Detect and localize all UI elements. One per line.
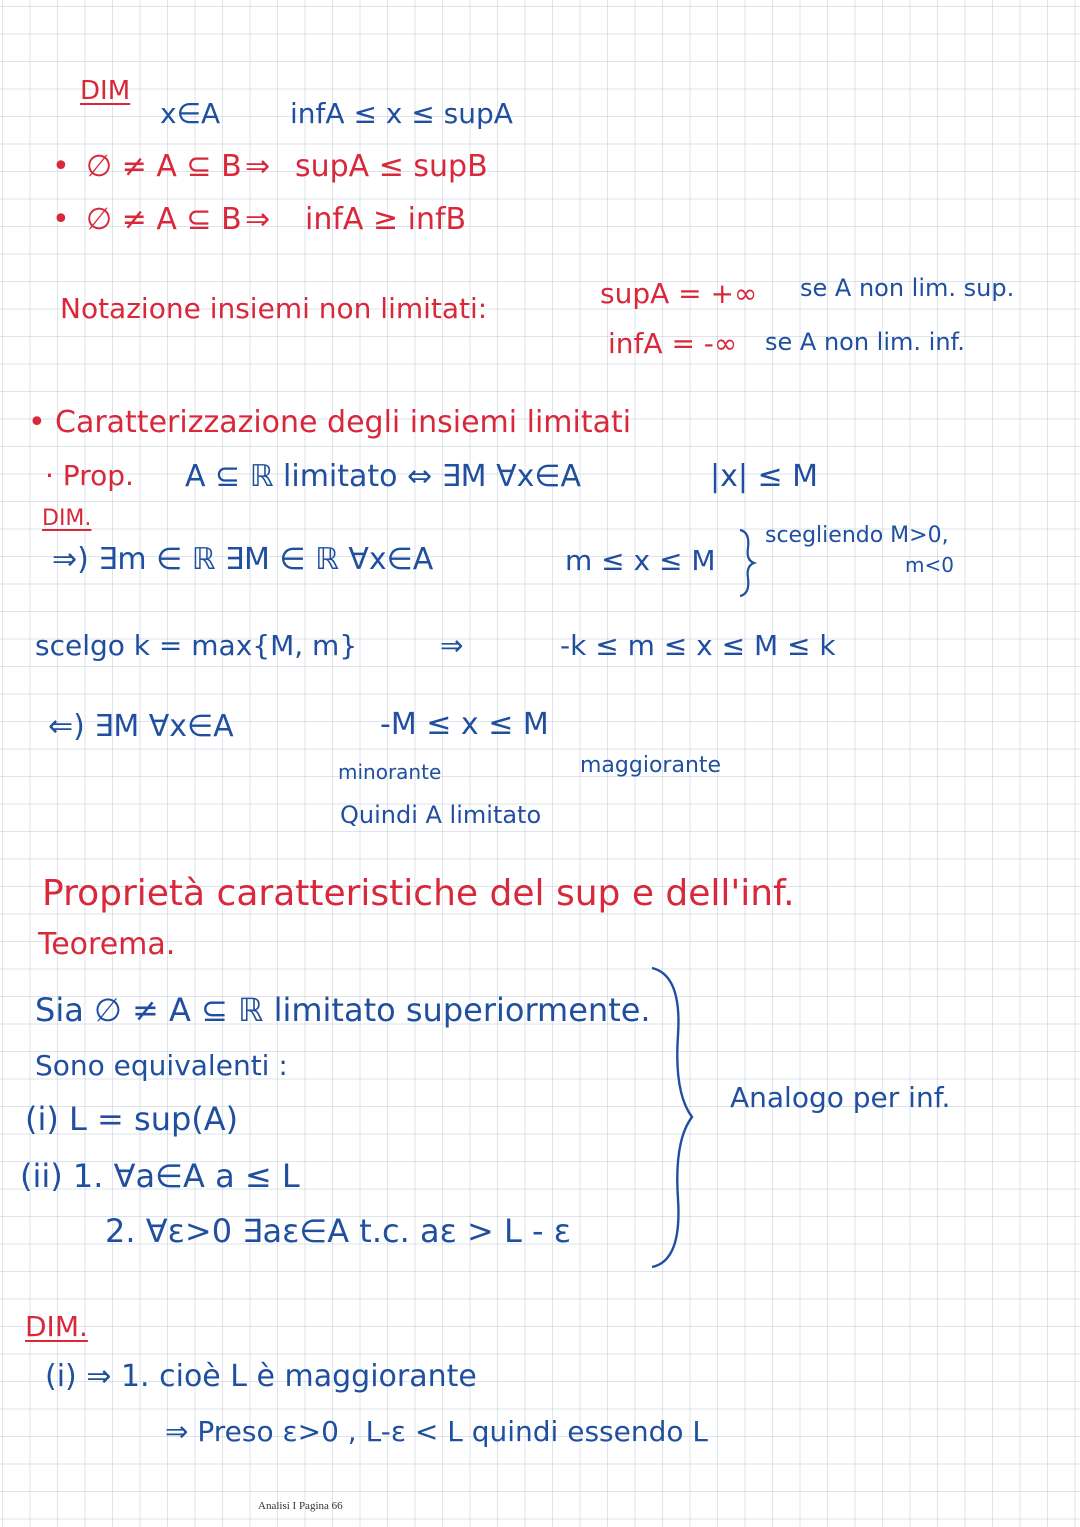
implies-arrow: ⇒ xyxy=(440,629,464,662)
analog-note: Analogo per inf. xyxy=(730,1081,951,1114)
proof-element-line: x∈A xyxy=(160,97,221,130)
subset-statement: ∅ ≠ A ⊆ B xyxy=(86,149,242,184)
implies-arrow: ⇒ xyxy=(245,149,271,184)
prop-bound: |x| ≤ M xyxy=(710,459,819,494)
condition-i: (i) L = sup(A) xyxy=(25,1100,239,1138)
proof-line: ⇒ Preso ε>0 , L-ε < L quindi essendo L xyxy=(165,1415,708,1448)
theorem-label: Teorema. xyxy=(38,927,176,962)
inf-condition: se A non lim. inf. xyxy=(765,328,965,356)
proof-line: (i) ⇒ 1. cioè L è maggiorante xyxy=(45,1359,477,1394)
inf-infinity: infA = -∞ xyxy=(608,327,738,360)
maggiorante-label: maggiorante xyxy=(580,753,722,778)
right-brace xyxy=(736,528,758,598)
page-footer: Analisi I Pagina 66 xyxy=(258,1500,343,1512)
choose-k: scelgo k = max{M, m} xyxy=(35,629,358,662)
proof-inequality-line: infA ≤ x ≤ supA xyxy=(290,97,513,130)
k-inequality: -k ≤ m ≤ x ≤ M ≤ k xyxy=(560,629,836,662)
condition-ii-1: (ii) 1. ∀a∈A a ≤ L xyxy=(20,1157,300,1195)
implies-arrow: ⇒ xyxy=(245,202,271,237)
subset-statement: ∅ ≠ A ⊆ B xyxy=(86,202,242,237)
dim-label: DIM. xyxy=(42,506,92,531)
backward-inequality: -M ≤ x ≤ M xyxy=(380,707,549,742)
bullet: • xyxy=(52,202,70,237)
condition-ii-2: 2. ∀ε>0 ∃aε∈A t.c. aε > L - ε xyxy=(105,1212,572,1250)
theorem-hypothesis: Sia ∅ ≠ A ⊆ ℝ limitato superiormente. xyxy=(35,991,651,1029)
equivalent-label: Sono equivalenti : xyxy=(35,1049,288,1082)
bullet: • xyxy=(28,405,46,440)
dim-label: DIM. xyxy=(25,1310,88,1343)
forward-direction: ⇒) ∃m ∈ ℝ ∃M ∈ ℝ ∀x∈A xyxy=(52,542,434,577)
notation-label: Notazione insiemi non limitati: xyxy=(60,292,488,325)
theorem-heading: Proprietà caratteristiche del sup e dell'inf. xyxy=(42,873,795,914)
prop-statement: A ⊆ ℝ limitato ⇔ ∃M ∀x∈A xyxy=(185,459,582,494)
backward-direction: ⇐) ∃M ∀x∈A xyxy=(48,709,234,744)
theorem-brace xyxy=(648,965,696,1270)
side-note: m<0 xyxy=(905,553,954,577)
sup-infinity: supA = +∞ xyxy=(600,277,758,310)
section-title: Caratterizzazione degli insiemi limitati xyxy=(55,405,632,440)
minorante-label: minorante xyxy=(338,760,442,784)
inf-inequality: infA ≥ infB xyxy=(305,202,467,237)
proof-label: DIM xyxy=(80,76,131,106)
conclusion: Quindi A limitato xyxy=(340,801,542,829)
bullet: • xyxy=(52,149,70,184)
side-note: scegliendo M>0, xyxy=(765,523,949,548)
prop-label: · Prop. xyxy=(45,459,134,492)
sup-condition: se A non lim. sup. xyxy=(800,274,1015,302)
forward-inequality: m ≤ x ≤ M xyxy=(565,544,716,577)
sup-inequality: supA ≤ supB xyxy=(295,149,488,184)
